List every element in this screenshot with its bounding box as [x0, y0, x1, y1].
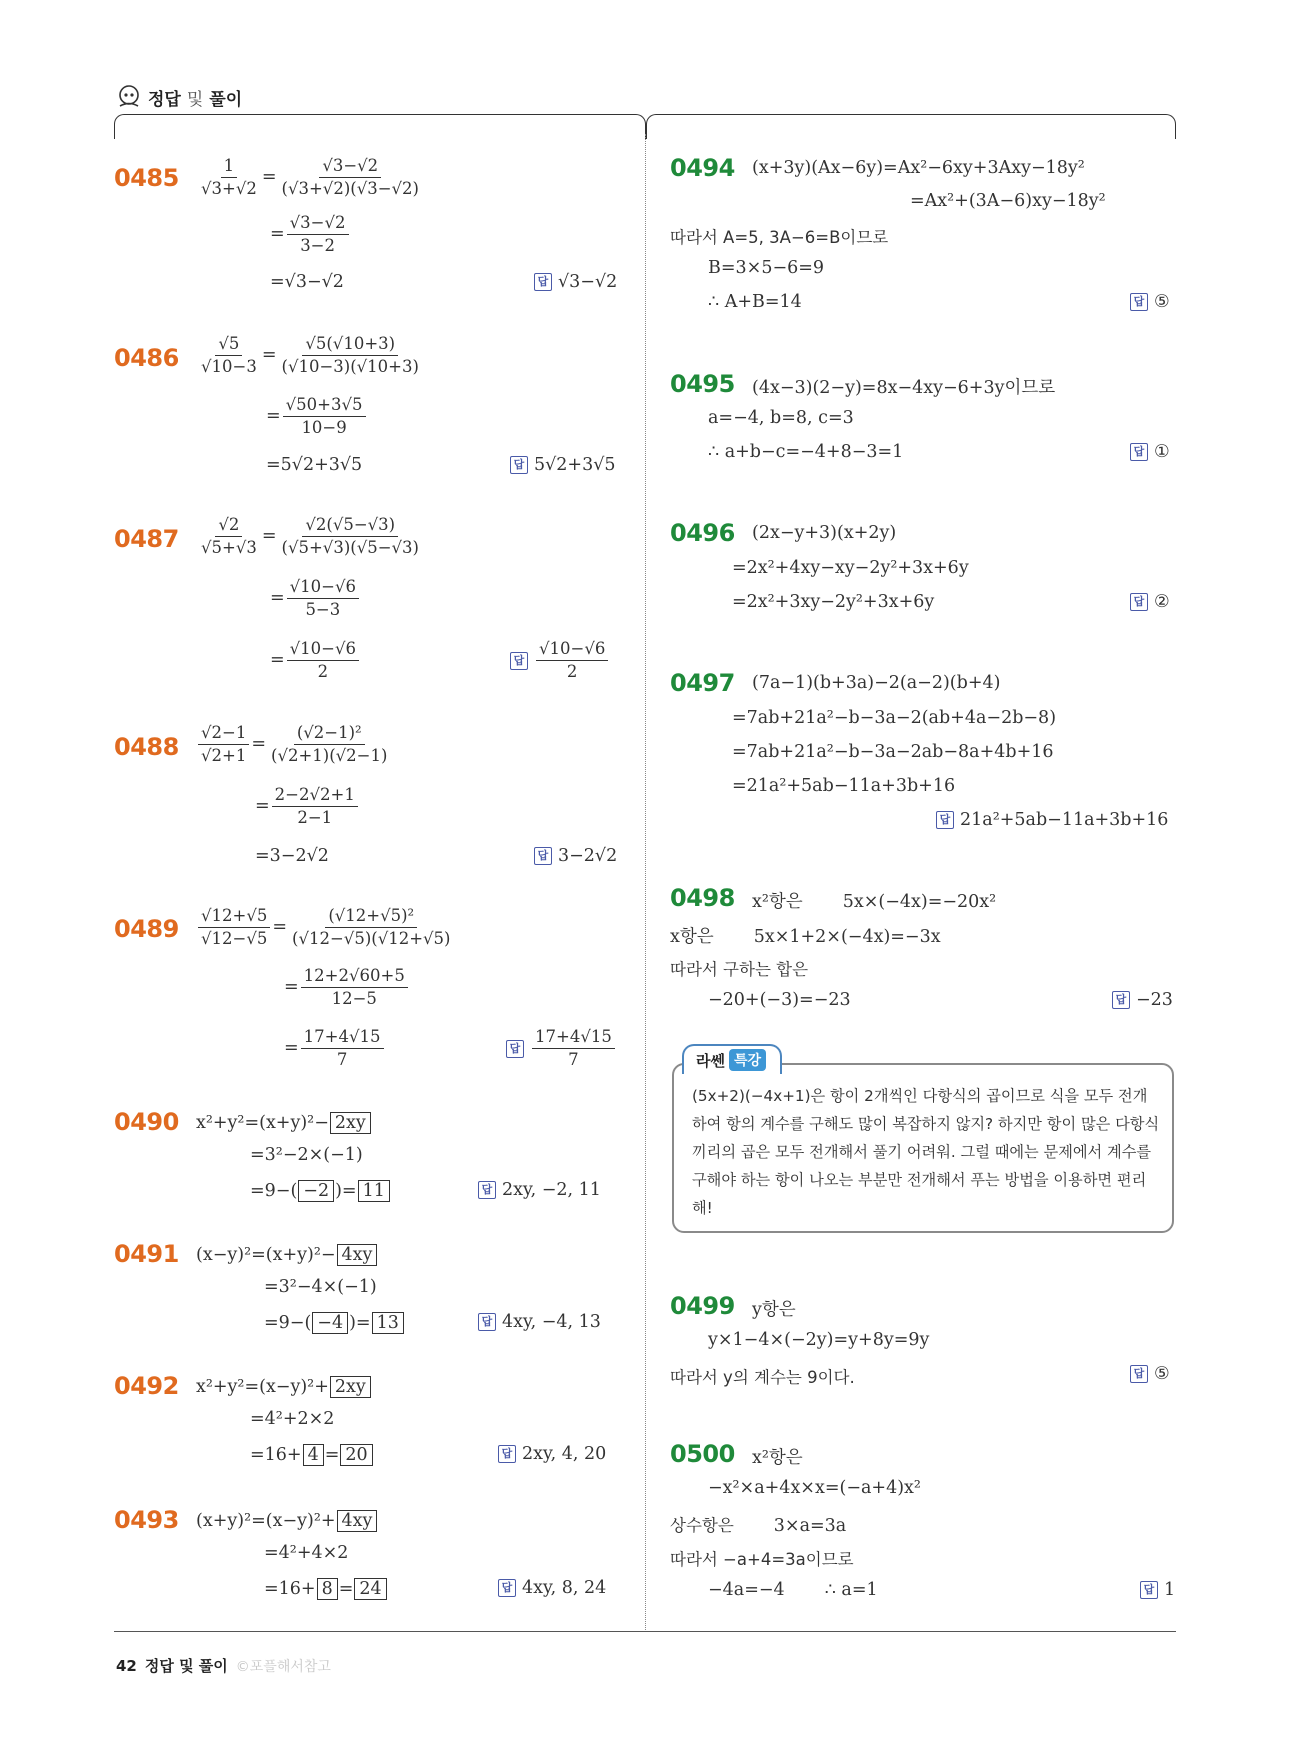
problem-0492-line3: =16+ 4 = 20: [250, 1444, 374, 1466]
answer-0489: 답 $\frac{17+4√15}{7}$: [506, 1026, 617, 1071]
answer-icon: 답: [510, 456, 528, 474]
answer-icon: 답: [936, 811, 954, 829]
problem-0500-line5: −4a=−4 ∴ a=1: [708, 1580, 878, 1600]
answer-icon: 답: [498, 1445, 516, 1463]
answer-0498: 답 −23: [1112, 990, 1173, 1010]
problem-0499-line1: y항은: [752, 1300, 796, 1320]
problem-number: 0500: [670, 1440, 735, 1468]
problem-0495-line3: ∴ a+b−c=−4+8−3=1: [708, 442, 904, 462]
problem-0498-line1: x²항은 5x×(−4x)=−20x²: [752, 892, 997, 912]
footer-watermark: ©포플해서참고: [235, 1658, 331, 1675]
problem-0489-line2: = $\frac{12+2√60+5}{12-5}$: [284, 965, 410, 1010]
answer-icon: 답: [498, 1579, 516, 1597]
problem-number: 0497: [670, 669, 735, 697]
answer-icon: 답: [506, 1040, 524, 1058]
problem-0491-line1: (x−y)²=(x+y)²− 4xy: [196, 1244, 378, 1266]
problem-0494-line2: =Ax²+(3A−6)xy−18y²: [910, 191, 1106, 211]
problem-0493-line1: (x+y)²=(x−y)²+ 4xy: [196, 1510, 378, 1532]
problem-0494-line3: 따라서 A=5, 3A−6=B이므로: [670, 228, 889, 247]
answer-0487: 답 $\frac{√10-√6}{2}$: [510, 638, 610, 683]
problem-0498-line2: x항은 5x×1+2×(−4x)=−3x: [670, 927, 941, 947]
problem-0498-line4: −20+(−3)=−23: [708, 990, 851, 1010]
problem-number: 0499: [670, 1292, 735, 1320]
problem-0500-line3: 상수항은 3×a=3a: [670, 1516, 847, 1536]
problem-0486-line2: = $\frac{√50+3√5}{10-9}$: [266, 394, 368, 439]
bottom-rule: [114, 1631, 1176, 1632]
answer-icon: 답: [1130, 1365, 1148, 1383]
problem-0490-line2: =3²−2×(−1): [250, 1145, 363, 1165]
left-column-frame: [114, 114, 646, 139]
problem-0495-line2: a=−4, b=8, c=3: [708, 408, 854, 428]
problem-0492-line1: x²+y²=(x−y)²+ 2xy: [196, 1376, 372, 1398]
answer-0495: 답 ①: [1130, 442, 1170, 462]
answer-0500: 답 1: [1140, 1580, 1175, 1600]
problem-number: 0486: [114, 344, 179, 372]
problem-0489-line1: $\frac{√12+√5}{√12-√5}$ = $\frac{\text{(√12+√5)²}}{(√12-√5)(√12+√5)}$: [196, 905, 455, 950]
problem-0500-line1: x²항은: [752, 1448, 803, 1468]
answer-icon: 답: [510, 652, 528, 670]
problem-0494-line1: (x+3y)(Ax−6y)=Ax²−6xy+3Axy−18y²: [752, 158, 1085, 178]
page-header: [116, 84, 242, 110]
mascot-icon: [116, 84, 142, 110]
problem-0488-line1: $\frac{√2-1}{√2+1}$ = $\frac{\text{(√2−1)²}}{(√2+1)(√2-1)}$: [196, 722, 392, 767]
problem-number: 0485: [114, 164, 179, 192]
answer-icon: 답: [534, 273, 552, 291]
problem-0496-line3: =2x²+3xy−2y²+3x+6y: [732, 592, 935, 612]
problem-0492-line2: =4²+2×2: [250, 1409, 335, 1429]
problem-0497-line1: (7a−1)(b+3a)−2(a−2)(b+4): [752, 673, 1001, 693]
problem-0488-line2: = $\frac{2-2√2+1}{2-1}$: [255, 784, 360, 829]
column-divider: [645, 134, 646, 1630]
problem-number: 0489: [114, 915, 179, 943]
problem-0491-line3: =9−( −4 )= 13: [264, 1312, 405, 1334]
problem-0493-line3: =16+ 8 = 24: [264, 1578, 388, 1600]
header-title-c: 풀이: [209, 89, 243, 110]
problem-0486-line1: $\frac{√5}{√10-3}$ = $\frac{√5(√10+3)}{(√10-3)(√10+3)}$: [201, 334, 419, 376]
problem-0493-line2: =4²+4×2: [264, 1543, 349, 1563]
problem-0497-line4: =21a²+5ab−11a+3b+16: [732, 776, 956, 796]
answer-0492: 답 2xy, 4, 20: [498, 1444, 606, 1464]
answer-0490: 답 2xy, −2, 11: [478, 1180, 601, 1200]
problem-0499-line3: 따라서 y의 계수는 9이다.: [670, 1368, 855, 1387]
problem-0488-line3: =3−2√2: [255, 846, 329, 866]
problem-0494-line5: ∴ A+B=14: [708, 292, 802, 312]
problem-0486-line3: =5√2+3√5: [266, 455, 363, 475]
tip-tab: [682, 1044, 782, 1074]
problem-number: 0493: [114, 1506, 179, 1534]
problem-0490-line3: =9−( −2 )= 11: [250, 1180, 391, 1202]
answer-0497: 답 21a²+5ab−11a+3b+16: [936, 810, 1168, 830]
problem-0499-line2: y×1−4×(−2y)=y+8y=9y: [708, 1330, 930, 1350]
header-title-b: 및: [186, 89, 204, 110]
problem-number: 0494: [670, 154, 735, 182]
problem-number: 0490: [114, 1108, 179, 1136]
right-column-frame: [646, 114, 1176, 139]
problem-0487-line2: = $\frac{√10-√6}{5-3}$: [270, 576, 361, 621]
tip-badge: 특강: [729, 1049, 766, 1071]
tip-tab-label: 라쎈: [696, 1051, 725, 1070]
problem-0498-line3: 따라서 구하는 합은: [670, 960, 809, 979]
answer-icon: 답: [1112, 991, 1130, 1009]
answer-icon: 답: [1140, 1581, 1158, 1599]
problem-0489-line3: = $\frac{17+4√15}{7}$: [284, 1026, 386, 1071]
problem-0485-line3: =√3−√2: [270, 272, 344, 292]
problem-0496-line2: =2x²+4xy−xy−2y²+3x+6y: [732, 558, 969, 578]
answer-icon: 답: [1130, 293, 1148, 311]
problem-0500-line4: 따라서 −a+4=3a이므로: [670, 1550, 854, 1569]
answer-0491: 답 4xy, −4, 13: [478, 1312, 601, 1332]
answer-0493: 답 4xy, 8, 24: [498, 1578, 606, 1598]
problem-0491-line2: =3²−4×(−1): [264, 1277, 377, 1297]
problem-number: 0492: [114, 1372, 179, 1400]
tip-body: (5x+2)(−4x+1)은 항이 2개씩인 다항식의 곱이므로 식을 모두 전개하여 항의 계수를 구해도 많이 복잡하지 않지? 하지만 항이 많은 다항식끼리의 곱은 모두 전개해서 풀기 어려워. 그럴 때에는 문제에서 계수를 구해야 하는 항이 나오는 부분만 전개해서 푸는 방법을 이용하면 편리해!: [692, 1087, 1160, 1217]
answer-icon: 답: [478, 1181, 496, 1199]
header-title-a: 정답: [148, 89, 181, 110]
answer-0494: 답 ⑤: [1130, 292, 1170, 312]
problem-number: 0487: [114, 525, 179, 553]
answer-icon: 답: [1130, 443, 1148, 461]
answer-0486: 답 5√2+3√5: [510, 455, 616, 475]
page-number: 42: [116, 1656, 137, 1675]
footer-title: 정답 및 풀이: [144, 1657, 228, 1675]
problem-number: 0495: [670, 370, 735, 398]
answer-icon: 답: [478, 1313, 496, 1331]
problem-0485-line1: $\frac{1}{√3+√2}$ = $\frac{√3-√2}{(√3+√2)(√3-√2)}$: [201, 156, 419, 198]
problem-0496-line1: (2x−y+3)(x+2y): [752, 523, 897, 543]
answer-0488: 답 3−2√2: [534, 846, 617, 866]
problem-0500-line2: −x²×a+4x×x=(−a+4)x²: [708, 1478, 921, 1498]
problem-0494-line4: B=3×5−6=9: [708, 258, 825, 278]
answer-icon: 답: [534, 847, 552, 865]
problem-0497-line2: =7ab+21a²−b−3a−2(ab+4a−2b−8): [732, 708, 1057, 728]
page-footer: [116, 1655, 331, 1676]
answer-icon: 답: [1130, 593, 1148, 611]
problem-0487-line1: $\frac{√2}{√5+√3}$ = $\frac{√2(√5-√3)}{(√5+√3)(√5-√3)}$: [201, 515, 419, 557]
problem-0485-line2: = $\frac{√3-√2}{3-2}$: [270, 212, 351, 257]
answer-0485: 답 √3−√2: [534, 272, 617, 292]
problem-number: 0498: [670, 884, 735, 912]
problem-0495-line1: (4x−3)(2−y)=8x−4xy−6+3y이므로: [752, 378, 1056, 398]
problem-number: 0488: [114, 733, 179, 761]
problem-number: 0496: [670, 519, 735, 547]
problem-0490-line1: x²+y²=(x+y)²− 2xy: [196, 1112, 372, 1134]
problem-number: 0491: [114, 1240, 179, 1268]
answer-0496: 답 ②: [1130, 592, 1170, 612]
problem-0487-line3: = $\frac{√10-√6}{2}$: [270, 638, 361, 683]
problem-0497-line3: =7ab+21a²−b−3a−2ab−8a+4b+16: [732, 742, 1054, 762]
answer-0499: 답 ⑤: [1130, 1364, 1170, 1384]
